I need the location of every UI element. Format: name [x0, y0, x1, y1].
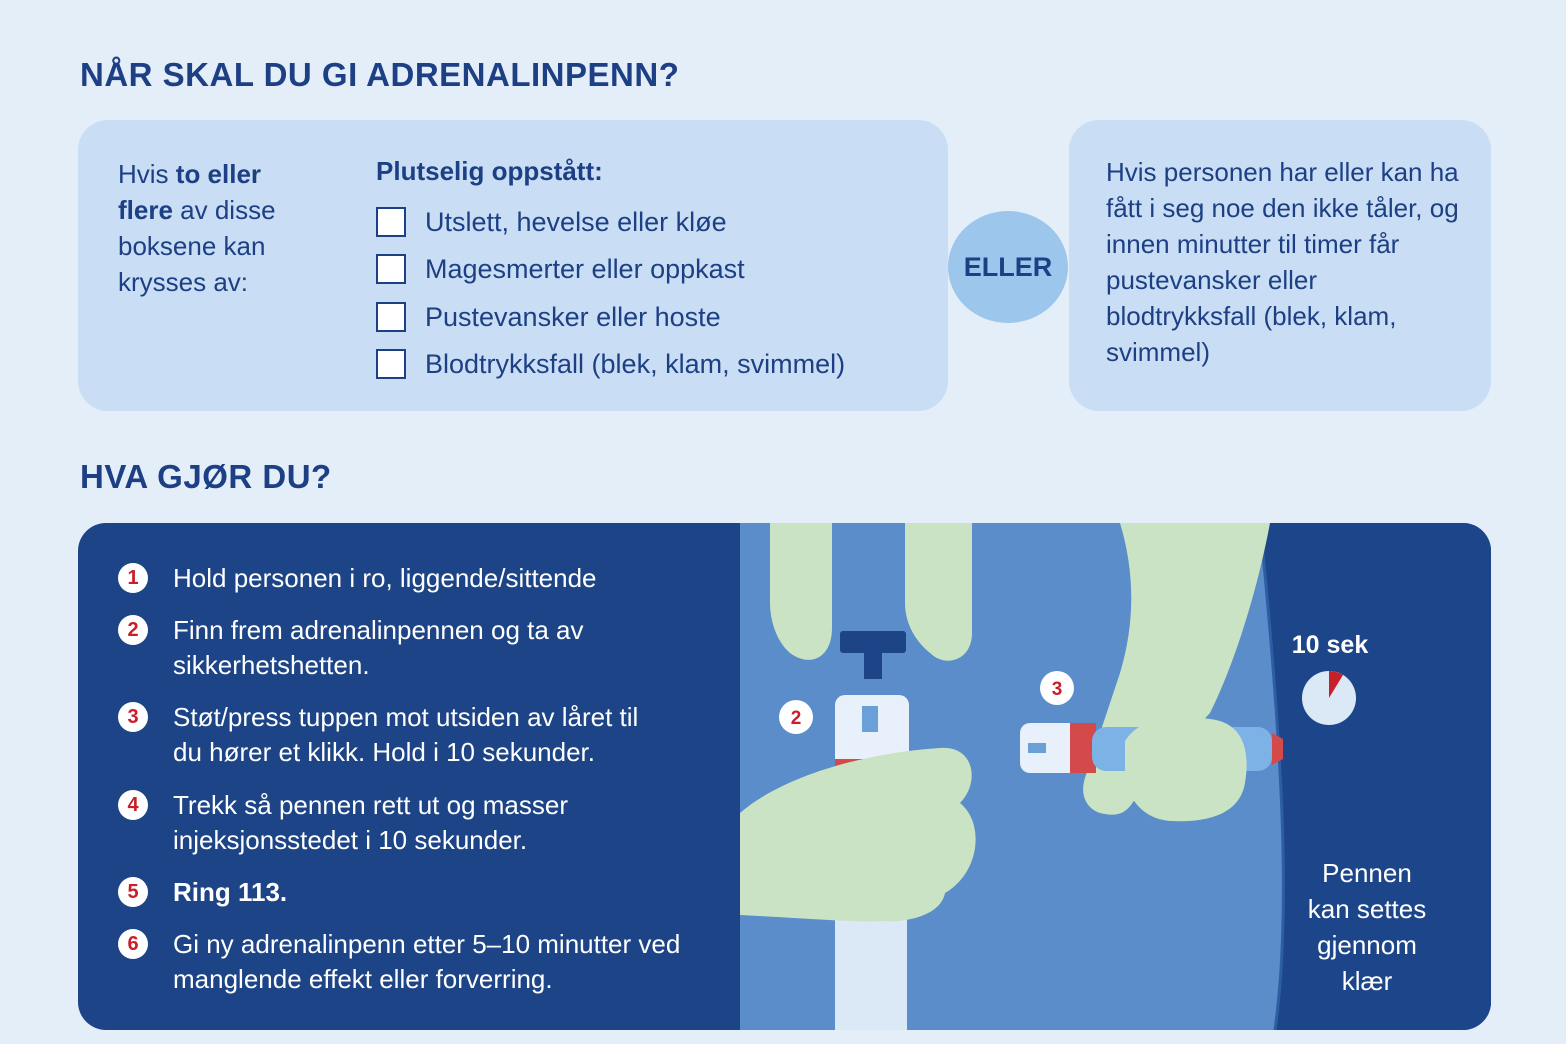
intro-bold-text: to eller flere: [118, 159, 262, 225]
symptom-checkbox[interactable]: [376, 254, 406, 284]
step-number: 1: [118, 563, 148, 593]
criteria-box: [78, 120, 948, 411]
pen-tip-icon: [862, 706, 878, 732]
clothes-note-line: kan settes: [1307, 894, 1427, 924]
step-number: 5: [118, 877, 148, 907]
symptom-label: Blodtrykksfall (blek, klam, svimmel): [425, 348, 846, 379]
horizontal-pen-tip-icon: [1028, 743, 1046, 753]
injection-illustration: [740, 523, 1491, 1030]
step-text: Ring 113.: [173, 877, 288, 907]
step-text: Gi ny adrenalinpenn etter 5–10 minutter ved manglende effekt eller forverring.: [173, 929, 681, 994]
clothes-note-line: klær: [1341, 966, 1393, 996]
step-item: [118, 700, 673, 770]
symptom-checkbox[interactable]: [376, 207, 406, 237]
symptom-item: [376, 204, 727, 240]
or-badge: ELLER: [948, 211, 1068, 323]
clothes-note-line: gjennom: [1317, 930, 1417, 960]
instructions-panel: [78, 523, 1491, 1030]
step-item: [118, 613, 593, 683]
step-number: 2: [118, 615, 148, 645]
safety-cap-stem: [864, 651, 882, 679]
section-title-when: NÅR SKAL DU GI ADRENALINPENN?: [80, 56, 680, 93]
step-item: [118, 875, 693, 910]
criteria-intro: [118, 156, 318, 300]
symptom-checkbox[interactable]: [376, 349, 406, 379]
hand-left-top-icon: [770, 523, 832, 660]
section-title-what: HVA GJØR DU?: [80, 458, 332, 495]
alternative-box: [1069, 120, 1491, 411]
step-item: [118, 561, 693, 596]
step-item: [118, 788, 633, 858]
step-item: [118, 927, 693, 997]
symptom-item: [376, 346, 845, 382]
hand-fist-icon: [1125, 717, 1247, 822]
illustration-label-3: 3: [1051, 679, 1063, 700]
symptom-item: [376, 251, 745, 287]
step-text: Finn frem adrenalinpennen og ta av sikkerhetshetten.: [173, 615, 584, 680]
symptom-checkbox[interactable]: [376, 302, 406, 332]
symptoms-heading: Plutselig oppstått:: [376, 156, 603, 186]
step-number: 6: [118, 929, 148, 959]
step-text: Hold personen i ro, liggende/sittende: [173, 563, 597, 593]
symptom-label: Pustevansker eller hoste: [425, 301, 721, 332]
step-number: 3: [118, 702, 148, 732]
illustration-label-2: 2: [790, 708, 802, 729]
symptom-label: Magesmerter eller oppkast: [425, 253, 745, 284]
clothes-note-line: Pennen: [1322, 858, 1412, 888]
symptom-label: Utslett, hevelse eller kløe: [425, 206, 727, 237]
intro-text-end: av disse boksene kan krysses av:: [118, 195, 276, 297]
alternative-text: Hvis personen har eller kan ha fått i seg noe den ikke tåler, og innen minutter til timer får pustevansker eller blodtrykksfall (blek, klam, svimmel): [1106, 157, 1459, 367]
step-text: Støt/press tuppen mot utsiden av låret til du hører et klikk. Hold i 10 sekunder.: [173, 702, 639, 767]
intro-text: Hvis: [118, 159, 176, 189]
timer-label: 10 sek: [1291, 631, 1369, 659]
safety-cap-top: [840, 631, 906, 653]
step-number: 4: [118, 790, 148, 820]
symptom-item: [376, 299, 721, 335]
step-text: Trekk så pennen rett ut og masser injeksjonsstedet i 10 sekunder.: [173, 790, 569, 855]
